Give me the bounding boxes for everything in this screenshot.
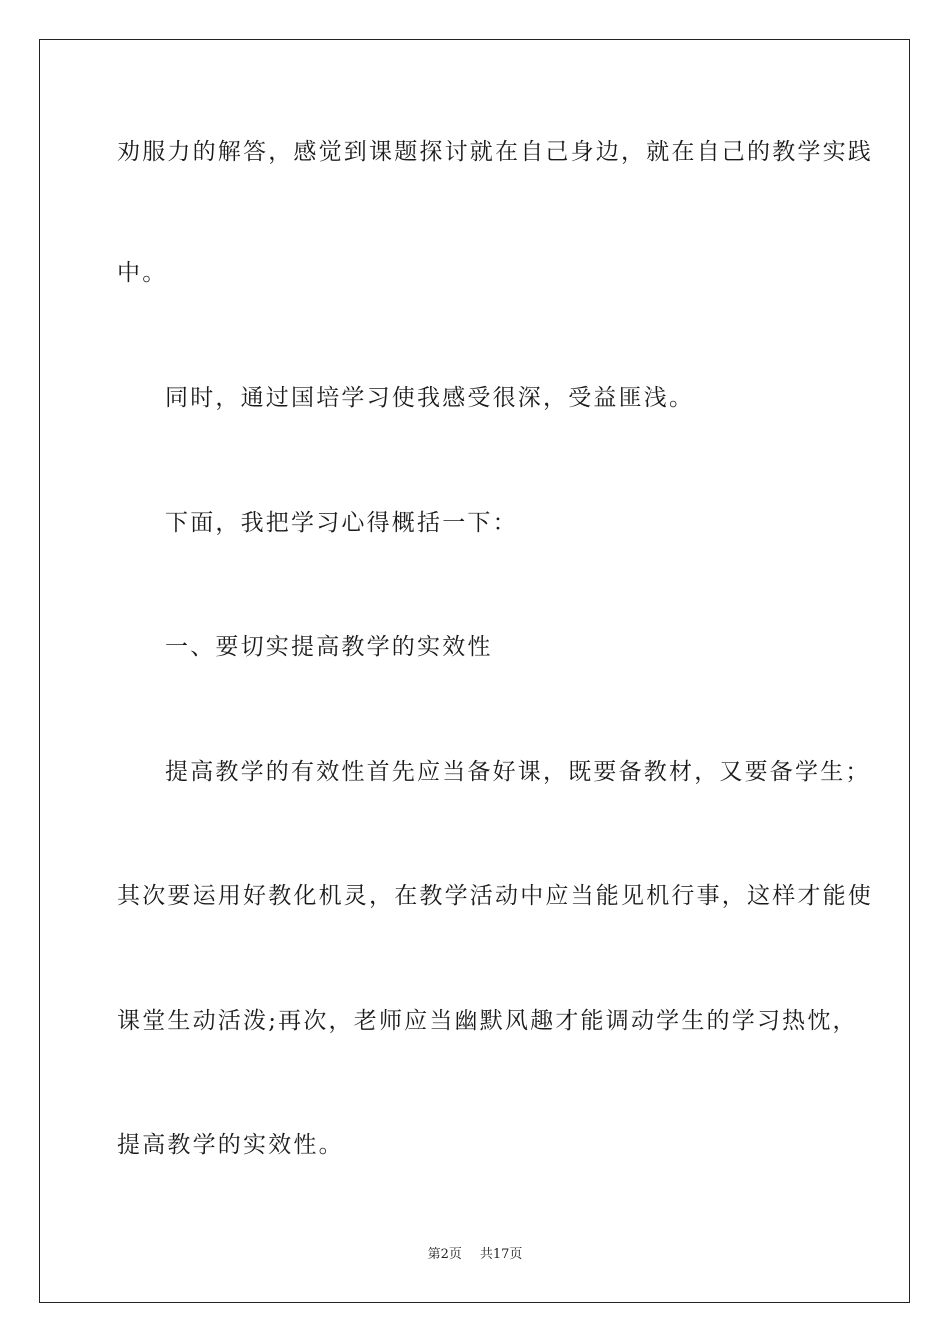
page-footer <box>0 1247 950 1263</box>
section-heading: 一、要切实提高教学的实效性 <box>165 634 493 660</box>
page-number: 第2页 <box>427 1247 462 1262</box>
paragraph-line: 课堂生动活泼;再次，老师应当幽默风趣才能调动学生的学习热忱， <box>117 1008 858 1034</box>
page-total: 共17页 <box>479 1247 523 1262</box>
paragraph-line: 同时，通过国培学习使我感受很深，受益匪浅。 <box>165 385 695 411</box>
paragraph-line: 提高教学的有效性首先应当备好课，既要备教材，又要备学生； <box>165 759 871 785</box>
paragraph-line: 劝服力的解答，感觉到课题探讨就在自己身边，就在自己的教学实践 <box>117 139 873 165</box>
paragraph-line: 提高教学的实效性。 <box>117 1132 344 1158</box>
paragraph-line: 其次要运用好教化机灵，在教学活动中应当能见机行事，这样才能使 <box>117 883 873 909</box>
page-border <box>39 39 910 1303</box>
paragraph-line: 下面，我把学习心得概括一下： <box>165 510 518 536</box>
paragraph-line: 中。 <box>117 260 168 286</box>
